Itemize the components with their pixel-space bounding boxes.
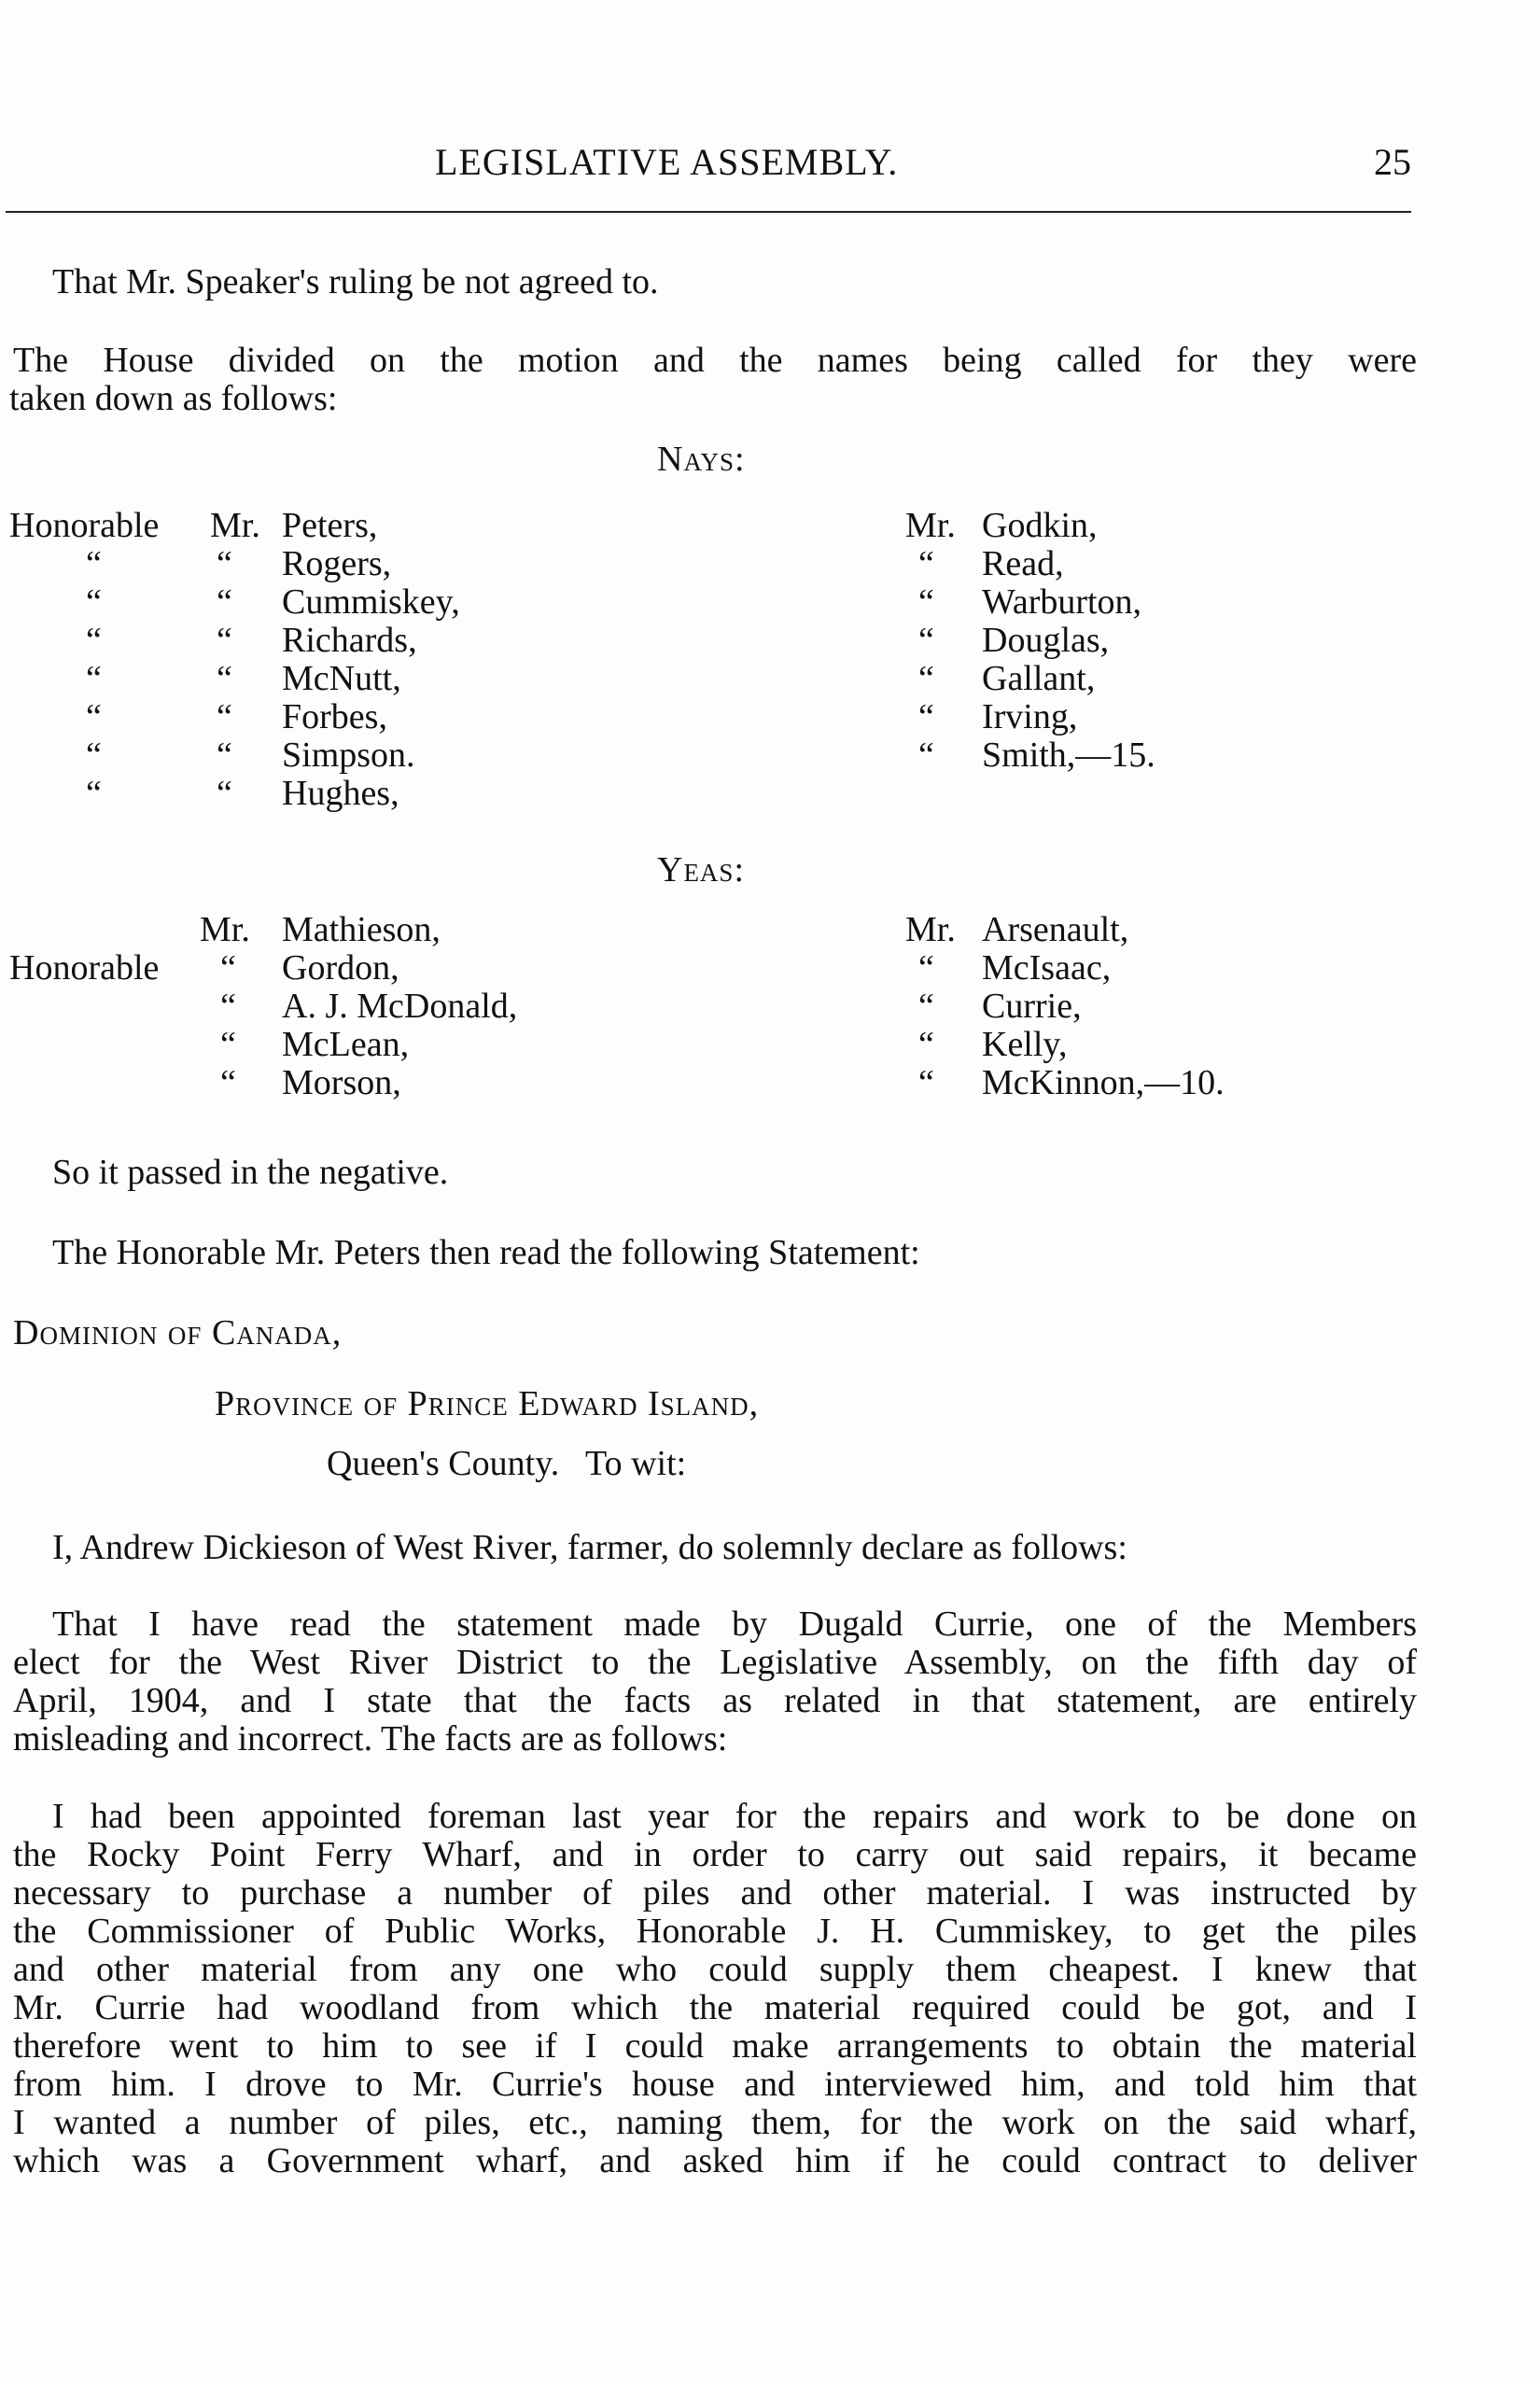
para2-line: necessary to purchase a number of piles and other material. I was instructed by bbox=[13, 1873, 1417, 1913]
member-name: Warburton, bbox=[982, 582, 1142, 622]
running-header bbox=[0, 140, 1411, 192]
member-name: Godkin, bbox=[982, 506, 1098, 545]
member-name: Hughes, bbox=[282, 774, 399, 813]
vote-row bbox=[9, 949, 588, 988]
para2-line: and other material from any one who could supply them cheapest. I knew that bbox=[13, 1950, 1417, 1989]
vote-prefix: “ bbox=[217, 659, 232, 698]
member-name: Gallant, bbox=[982, 659, 1096, 698]
vote-row bbox=[9, 988, 588, 1026]
vote-prefix: Mr. bbox=[905, 910, 956, 949]
para2-line: which was a Government wharf, and asked him if he could contract to deliver bbox=[13, 2141, 1417, 2180]
vote-row bbox=[905, 1064, 1316, 1102]
vote-prefix: Mr. bbox=[200, 910, 250, 949]
vote-row bbox=[905, 736, 1297, 775]
vote-label: “ bbox=[86, 697, 102, 736]
vote-row bbox=[9, 507, 532, 545]
member-name: Douglas, bbox=[982, 621, 1110, 660]
vote-label: “ bbox=[86, 774, 102, 813]
vote-row bbox=[905, 545, 1297, 583]
declaration-opening: I, Andrew Dickieson of West River, farmer, do solemnly declare as follows: bbox=[52, 1528, 1127, 1567]
member-name: McLean, bbox=[282, 1025, 410, 1064]
vote-prefix: “ bbox=[918, 736, 934, 775]
vote-label: “ bbox=[86, 736, 102, 775]
yeas-heading: Yeas: bbox=[657, 850, 746, 890]
vote-label: “ bbox=[86, 544, 102, 583]
member-name: Arsenault, bbox=[982, 910, 1129, 949]
member-name: Mathieson, bbox=[282, 910, 441, 949]
para2-line: I wanted a number of piles, etc., naming them, for the work on the said wharf, bbox=[13, 2103, 1417, 2142]
declaration-county: Queen's County. To wit: bbox=[327, 1444, 687, 1483]
member-name: Irving, bbox=[982, 697, 1078, 736]
vote-row bbox=[905, 507, 1297, 545]
vote-row bbox=[9, 1064, 588, 1102]
vote-row bbox=[9, 622, 532, 660]
nays-left-list bbox=[9, 507, 532, 813]
vote-prefix: “ bbox=[217, 774, 232, 813]
para2-line: the Rocky Point Ferry Wharf, and in order to carry out said repairs, it became bbox=[13, 1835, 1417, 1874]
vote-row bbox=[905, 1026, 1316, 1064]
member-name: Peters, bbox=[282, 506, 378, 545]
vote-row bbox=[905, 660, 1297, 698]
vote-prefix: “ bbox=[217, 544, 232, 583]
vote-prefix: “ bbox=[220, 1063, 236, 1102]
member-name: Morson, bbox=[282, 1063, 401, 1102]
vote-label: “ bbox=[86, 582, 102, 622]
member-name: Richards, bbox=[282, 621, 417, 660]
vote-row bbox=[9, 736, 532, 775]
vote-row bbox=[9, 698, 532, 736]
member-name: Currie, bbox=[982, 987, 1082, 1026]
para2-line: I had been appointed foreman last year for the repairs and work to be done on bbox=[52, 1797, 1417, 1836]
para1-line: April, 1904, and I state that the facts as related in that statement, are entirely bbox=[13, 1681, 1417, 1720]
vote-row bbox=[905, 911, 1316, 949]
member-name: McKinnon,—10. bbox=[982, 1063, 1225, 1102]
vote-prefix: Mr. bbox=[905, 506, 956, 545]
vote-label: “ bbox=[86, 621, 102, 660]
declaration-dominion: Dominion of Canada, bbox=[13, 1313, 343, 1352]
vote-row bbox=[9, 545, 532, 583]
nays-heading: Nays: bbox=[657, 440, 746, 479]
vote-prefix: “ bbox=[918, 697, 934, 736]
vote-row bbox=[9, 660, 532, 698]
member-name: Read, bbox=[982, 544, 1064, 583]
vote-row bbox=[9, 911, 588, 949]
vote-prefix: Mr. bbox=[210, 506, 260, 545]
vote-row bbox=[905, 988, 1316, 1026]
declaration-province: Province of Prince Edward Island, bbox=[215, 1384, 760, 1423]
vote-prefix: “ bbox=[220, 987, 236, 1026]
vote-row bbox=[905, 949, 1316, 988]
yeas-left-list bbox=[9, 911, 588, 1102]
para1-line: elect for the West River District to the Legislative Assembly, on the fifth day of bbox=[13, 1643, 1417, 1682]
vote-prefix: “ bbox=[217, 736, 232, 775]
member-name: Smith,—15. bbox=[982, 736, 1155, 775]
member-name: Cummiskey, bbox=[282, 582, 460, 622]
vote-prefix: “ bbox=[217, 582, 232, 622]
vote-prefix: “ bbox=[918, 544, 934, 583]
vote-row bbox=[905, 583, 1297, 622]
para1-line: That I have read the statement made by Dugald Currie, one of the Members bbox=[52, 1604, 1417, 1644]
member-name: McIsaac, bbox=[982, 948, 1112, 988]
vote-prefix: “ bbox=[217, 697, 232, 736]
result-text: So it passed in the negative. bbox=[52, 1153, 449, 1192]
yeas-right-list bbox=[905, 911, 1316, 1102]
running-title: LEGISLATIVE ASSEMBLY. bbox=[435, 141, 899, 183]
header-rule bbox=[6, 211, 1411, 213]
vote-prefix: “ bbox=[918, 659, 934, 698]
member-name: A. J. McDonald, bbox=[282, 987, 518, 1026]
vote-prefix: “ bbox=[918, 1025, 934, 1064]
member-name: Kelly, bbox=[982, 1025, 1068, 1064]
vote-row bbox=[9, 1026, 588, 1064]
member-name: Simpson. bbox=[282, 736, 415, 775]
member-name: McNutt, bbox=[282, 659, 401, 698]
page-number: 25 bbox=[1374, 141, 1411, 183]
member-name: Forbes, bbox=[282, 697, 387, 736]
vote-row bbox=[905, 698, 1297, 736]
vote-label: Honorable bbox=[9, 506, 160, 545]
para2-line: from him. I drove to Mr. Currie's house and interviewed him, and told him that bbox=[13, 2065, 1417, 2104]
division-line-2: taken down as follows: bbox=[9, 379, 338, 418]
nays-right-list bbox=[905, 507, 1297, 775]
vote-label: “ bbox=[86, 659, 102, 698]
vote-prefix: “ bbox=[918, 621, 934, 660]
division-line-1: The House divided on the motion and the names being called for they were bbox=[13, 341, 1417, 380]
vote-row bbox=[9, 583, 532, 622]
para1-line: misleading and incorrect. The facts are as follows: bbox=[13, 1719, 728, 1758]
vote-prefix: “ bbox=[220, 948, 236, 988]
motion-text: That Mr. Speaker's ruling be not agreed to. bbox=[52, 262, 659, 301]
para2-line: Mr. Currie had woodland from which the material required could be got, and I bbox=[13, 1988, 1417, 2027]
vote-label: Honorable bbox=[9, 948, 160, 988]
vote-prefix: “ bbox=[918, 1063, 934, 1102]
vote-row bbox=[905, 622, 1297, 660]
vote-prefix: “ bbox=[918, 582, 934, 622]
para2-line: therefore went to him to see if I could make arrangements to obtain the material bbox=[13, 2026, 1417, 2066]
vote-prefix: “ bbox=[918, 948, 934, 988]
vote-prefix: “ bbox=[217, 621, 232, 660]
vote-prefix: “ bbox=[918, 987, 934, 1026]
member-name: Rogers, bbox=[282, 544, 392, 583]
member-name: Gordon, bbox=[282, 948, 399, 988]
vote-prefix: “ bbox=[220, 1025, 236, 1064]
statement-intro: The Honorable Mr. Peters then read the following Statement: bbox=[52, 1233, 920, 1272]
vote-row bbox=[9, 775, 532, 813]
para2-line: the Commissioner of Public Works, Honorable J. H. Cummiskey, to get the piles bbox=[13, 1912, 1417, 1951]
